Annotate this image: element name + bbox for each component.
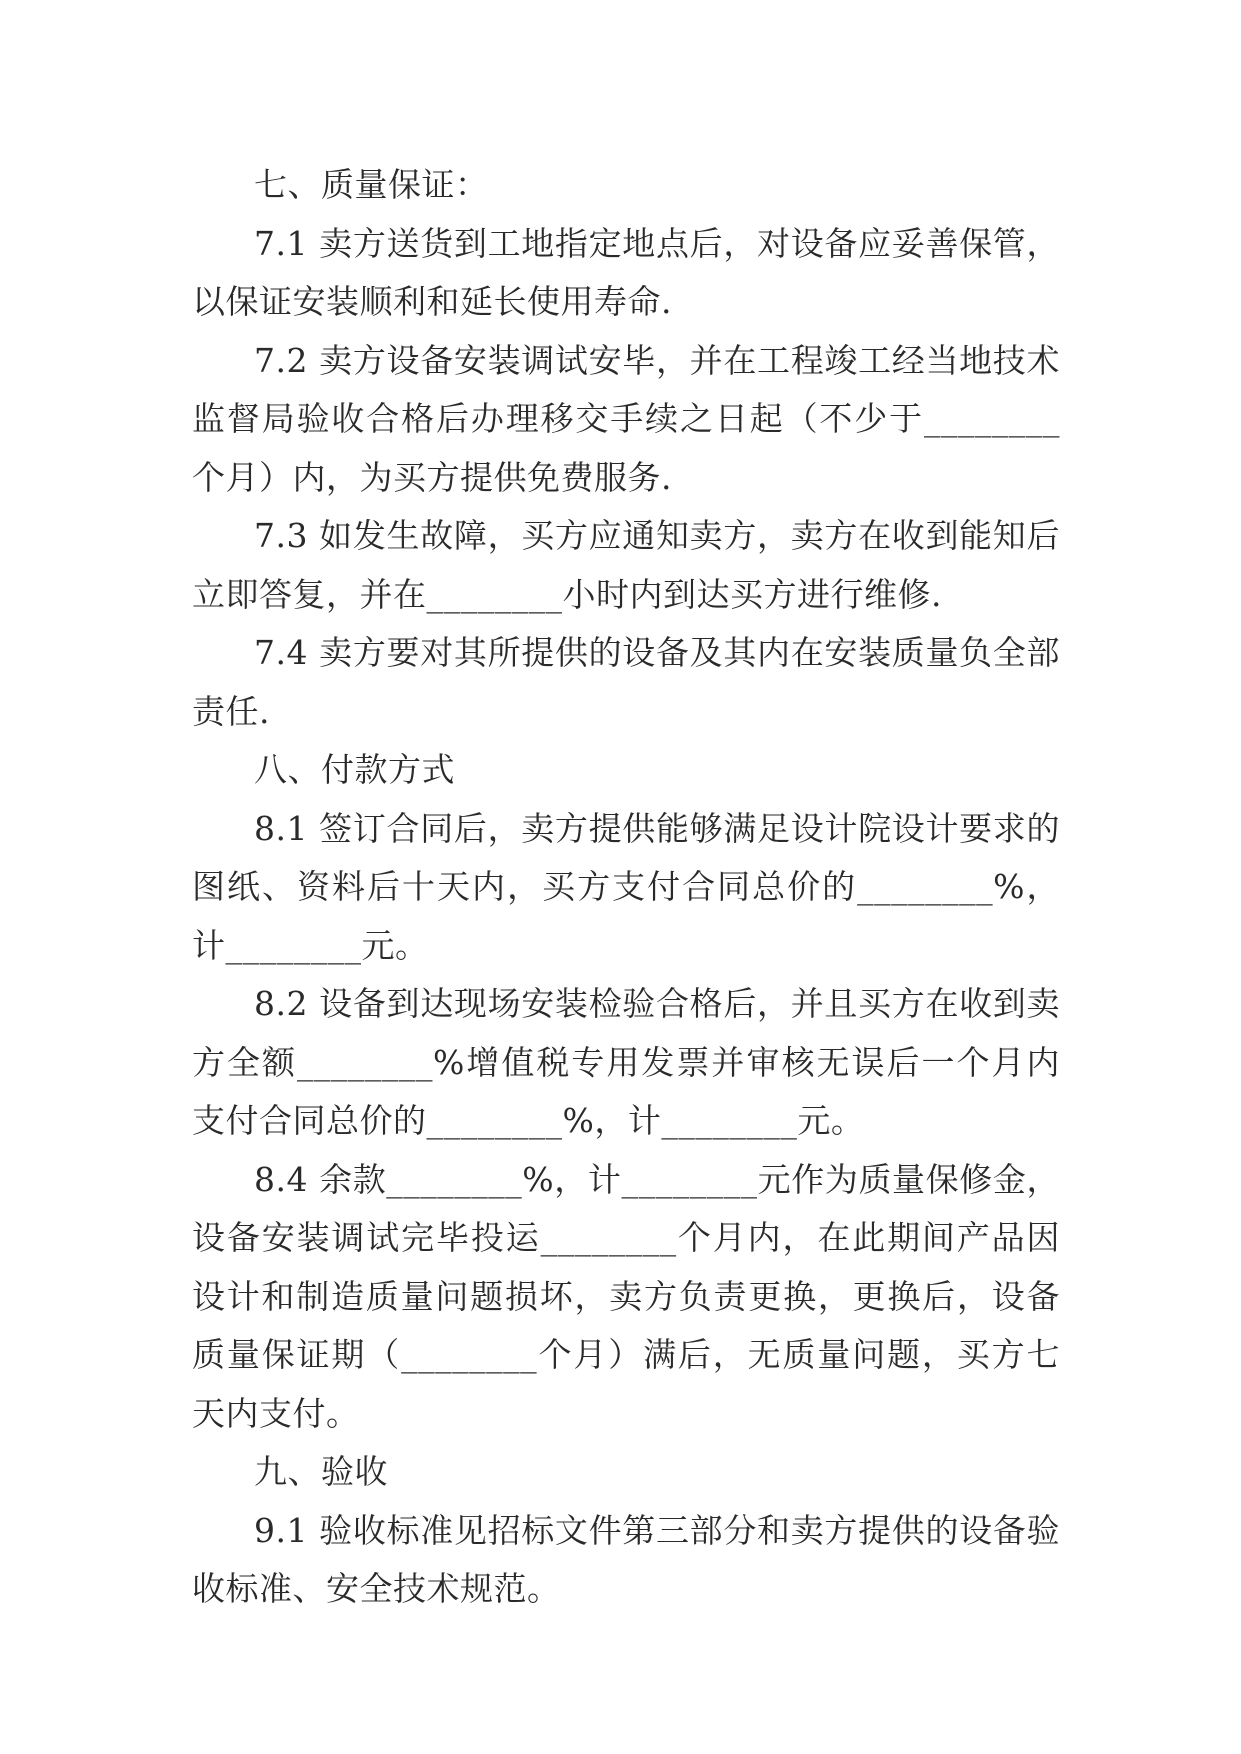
clause-7-4: 7.4 卖方要对其所提供的设备及其内在安装质量负全部责任. xyxy=(192,633,1060,731)
section-heading-quality: 七、质量保证： xyxy=(254,165,489,204)
document-body xyxy=(192,156,1060,1619)
section-heading-acceptance: 九、验收 xyxy=(254,1452,388,1491)
clause-8-4: 8.4 余款________%，计________元作为质量保修金，设备安装调试完毕投运________个月内，在此期间产品因设计和制造质量问题损坏，卖方负责更换，更换后，设备质量保证期（________个月）满后，无质量问题，买方七天内支付。 xyxy=(192,1159,1060,1433)
clause-7-1: 7.1 卖方送货到工地指定地点后，对设备应妥善保管，以保证安装顺利和延长使用寿命. xyxy=(192,223,1060,321)
clause-8-2: 8.2 设备到达现场安装检验合格后，并且买方在收到卖方全额________%增值税专用发票并审核无误后一个月内支付合同总价的________%，计________元。 xyxy=(192,984,1060,1140)
clause-7-3: 7.3 如发生故障，买方应通知卖方，卖方在收到能知后立即答复，并在________小时内到达买方进行维修. xyxy=(192,516,1060,614)
section-heading-payment: 八、付款方式 xyxy=(254,750,455,789)
clause-8-1: 8.1 签订合同后，卖方提供能够满足设计院设计要求的图纸、资料后十天内，买方支付合同总价的________%，计________元。 xyxy=(192,808,1060,965)
clause-9-1: 9.1 验收标准见招标文件第三部分和卖方提供的设备验收标准、安全技术规范。 xyxy=(192,1510,1060,1608)
clause-7-2: 7.2 卖方设备安装调试安毕，并在工程竣工经当地技术监督局验收合格后办理移交手续之日起（不少于________个月）内，为买方提供免费服务. xyxy=(192,340,1060,497)
